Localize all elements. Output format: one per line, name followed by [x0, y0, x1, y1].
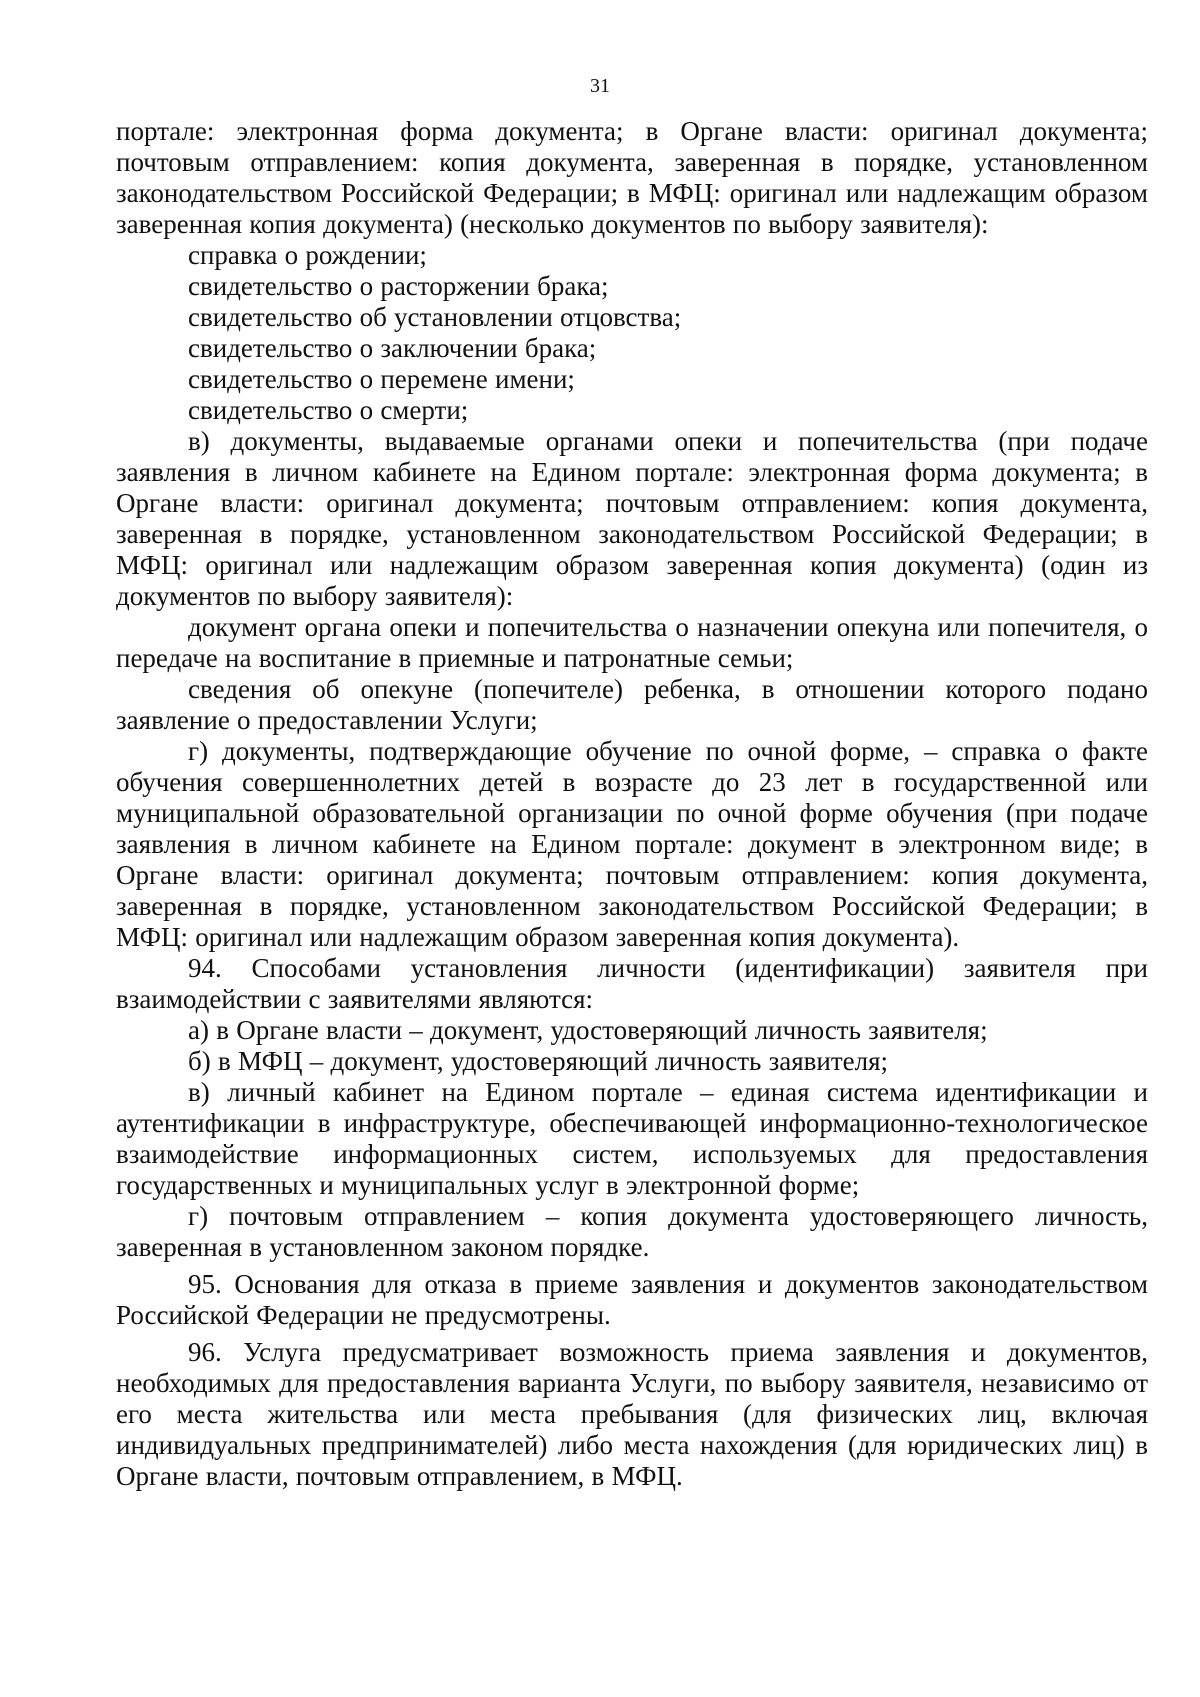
document-body — [116, 116, 1148, 1492]
list-item-birth-certificate: справка о рождении; — [188, 240, 427, 270]
paragraph-94-v: в) личный кабинет на Едином портале – единая система идентификации и аутентификации в инфраструктуре, обеспечивающей информационно-технологическое взаимодействие информационных систем, используемых для предоставления государственных и муниципальных услуг в электронной форме; — [116, 1077, 1148, 1200]
paragraph-94-a: а) в Органе власти – документ, удостоверяющий личность заявителя; — [188, 1015, 988, 1045]
paragraph-95: 95. Основания для отказа в приеме заявления и документов законодательством Российской Федерации не предусмотрены. — [116, 1269, 1148, 1330]
page-number: 31 — [590, 75, 610, 97]
paragraph-94: 94. Способами установления личности (идентификации) заявителя при взаимодействии с заявителями являются: — [116, 953, 1148, 1014]
paragraph-education-documents: г) документы, подтверждающие обучение по очной форме, – справка о факте обучения совершеннолетних детей в возрасте до 23 лет в государственной или муниципальной образовательной организации по очной форме обучения (при подаче заявления в личном кабинете на Едином портале: документ в электронном виде; в Органе власти: оригинал документа; почтовым отправлением: копия документа, заверенная в порядке, установленном законодательством Российской Федерации; в МФЦ: оригинал или надлежащим образом заверенная копия документа). — [116, 736, 1148, 952]
list-item-guardian-info: сведения об опекуне (попечителе) ребенка, в отношении которого подано заявление о предоставлении Услуги; — [116, 674, 1148, 735]
paragraph-96: 96. Услуга предусматривает возможность приема заявления и документов, необходимых для предоставления варианта Услуги, по выбору заявителя, независимо от его места жительства или места пребывания (для физических лиц, включая индивидуальных предпринимателей) либо места нахождения (для юридических лиц) в Органе власти, почтовым отправлением, в МФЦ. — [116, 1337, 1148, 1491]
paragraph-94-b: б) в МФЦ – документ, удостоверяющий личность заявителя; — [188, 1046, 889, 1076]
list-item-death-certificate: свидетельство о смерти; — [188, 395, 469, 425]
list-item-guardian-appointment: документ органа опеки и попечительства о назначении опекуна или попечителя, о передаче на воспитание в приемные и патронатные семьи; — [116, 612, 1148, 673]
paragraph-continuation: портале: электронная форма документа; в Органе власти: оригинал документа; почтовым отправлением: копия документа, заверенная в порядке, установленном законодательством Российской Федерации; в МФЦ: оригинал или надлежащим образом заверенная копия документа) (несколько документов по выбору заявителя): — [116, 116, 1148, 239]
paragraph-94-g: г) почтовым отправлением – копия документа удостоверяющего личность, заверенная в установленном законом порядке. — [116, 1201, 1148, 1262]
list-item-marriage-certificate: свидетельство о заключении брака; — [188, 333, 597, 363]
list-item-divorce-certificate: свидетельство о расторжении брака; — [188, 271, 609, 301]
list-item-paternity-certificate: свидетельство об установлении отцовства; — [188, 302, 682, 332]
paragraph-guardianship-documents: в) документы, выдаваемые органами опеки и попечительства (при подаче заявления в личном кабинете на Едином портале: электронная форма документа; в Органе власти: оригинал документа; почтовым отправлением: копия документа, заверенная в порядке, установленном законодательством Российской Федерации; в МФЦ: оригинал или надлежащим образом заверенная копия документа) (один из документов по выбору заявителя): — [116, 426, 1148, 611]
list-item-name-change-certificate: свидетельство о перемене имени; — [188, 364, 575, 394]
